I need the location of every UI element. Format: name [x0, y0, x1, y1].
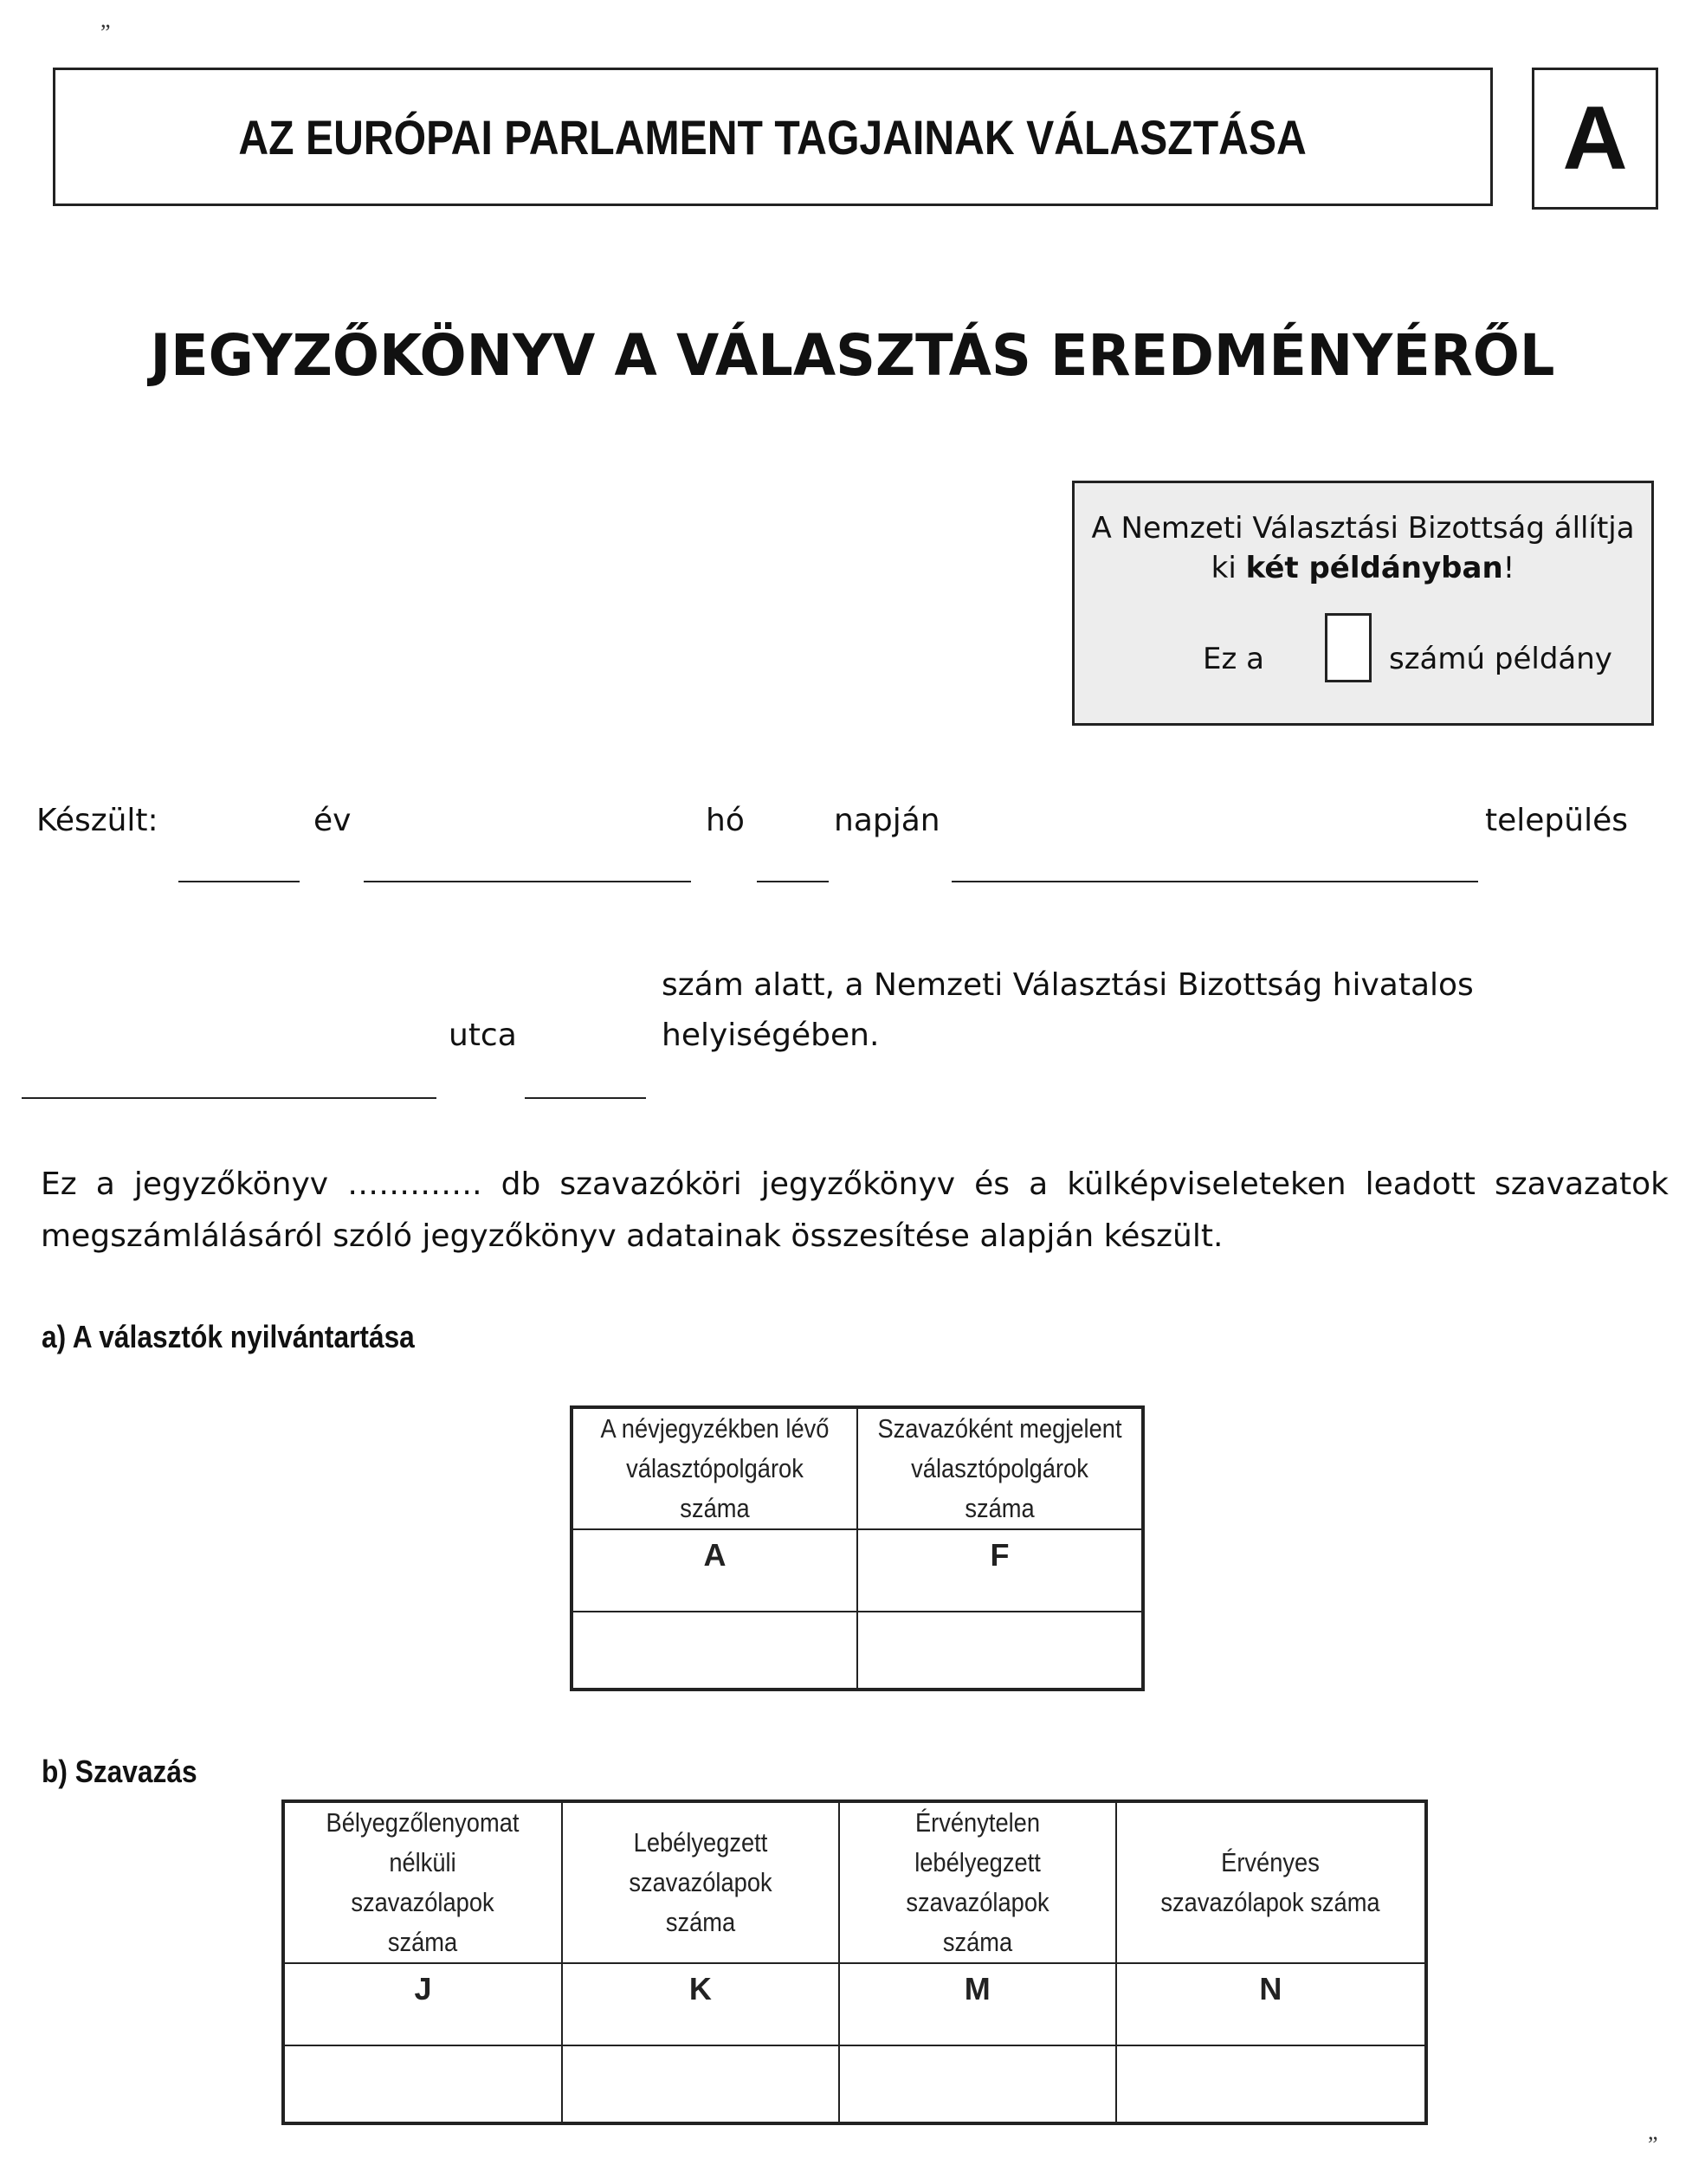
stamped-value-cell[interactable]	[562, 2045, 839, 2123]
note-line-1: A Nemzeti Választási Bizottság állítja	[1091, 511, 1635, 546]
settlement-field[interactable]	[952, 881, 1478, 882]
valid-header-text: Érvényes szavazólapok száma	[1160, 1847, 1380, 1917]
turnout-value-cell[interactable]	[857, 1612, 1143, 1690]
stamped-letter-cell: K	[562, 1963, 839, 2045]
note-emphasis: két példányban	[1245, 551, 1503, 585]
ho-label: hó	[706, 803, 745, 838]
utca-label: utca	[449, 1018, 517, 1053]
note-line-2	[1075, 551, 1651, 585]
turnout-header-cell	[857, 1407, 1143, 1529]
document-title: JEGYZŐKÖNYV A VÁLASZTÁS EREDMÉNYÉRŐL	[150, 322, 1555, 389]
invalid-header-cell	[839, 1801, 1116, 1963]
election-title: AZ EURÓPAI PARLAMENT TAGJAINAK VÁLASZTÁSA	[238, 109, 1308, 165]
unstamped-header-text: Bélyegzőlenyomat nélküli szavazólapok száma	[326, 1807, 520, 1957]
day-field[interactable]	[757, 881, 829, 882]
voting-table	[281, 1800, 1428, 2125]
register-value-cell[interactable]	[572, 1612, 857, 1690]
keszult-label: Készült:	[36, 803, 158, 838]
turnout-header-text: Szavazóként megjelent választópolgárok száma	[877, 1413, 1122, 1523]
napjan-label: napján	[834, 803, 940, 838]
election-header-box	[53, 68, 1493, 206]
street-field[interactable]	[22, 1097, 436, 1099]
stamped-header-cell	[562, 1801, 839, 1963]
unstamped-letter-cell: J	[283, 1963, 562, 2045]
bottom-quote-mark: ”	[1648, 2132, 1658, 2157]
register-header-text: A névjegyzékben lévő választópolgárok száma	[600, 1413, 830, 1523]
valid-header-cell	[1116, 1801, 1426, 1963]
stamped-header-text: Lebélyegzett szavazólapok száma	[629, 1827, 772, 1937]
valid-letter-cell: N	[1116, 1963, 1426, 2045]
unstamped-value-cell[interactable]	[283, 2045, 562, 2123]
telepules-label: település	[1485, 803, 1628, 838]
top-quote-mark: „	[100, 7, 111, 32]
section-b-heading: b) Szavazás	[42, 1754, 197, 1789]
section-a-heading: a) A választók nyilvántartása	[42, 1319, 415, 1354]
form-letter-box	[1532, 68, 1658, 210]
invalid-letter-cell: M	[839, 1963, 1116, 2045]
note-prefix: ki	[1211, 551, 1246, 585]
invalid-header-text: Érvénytelen lebélyegzett szavazólapok száma	[906, 1807, 1049, 1957]
ev-label: év	[313, 803, 352, 838]
copy-note-box	[1072, 481, 1654, 726]
valid-value-cell[interactable]	[1116, 2045, 1426, 2123]
unstamped-header-cell	[283, 1801, 562, 1963]
house-number-field[interactable]	[525, 1097, 646, 1099]
szam-alatt-text-2: helyiségében.	[662, 1018, 880, 1053]
invalid-value-cell[interactable]	[839, 2045, 1116, 2123]
szam-alatt-text-1: szám alatt, a Nemzeti Választási Bizottság hivatalos	[662, 967, 1474, 1003]
copy-number-prefix: Ez a	[1203, 642, 1264, 676]
copy-number-field[interactable]	[1325, 613, 1372, 682]
note-suffix: !	[1502, 551, 1515, 585]
form-letter: A	[1562, 87, 1628, 189]
summary-paragraph: Ez a jegyzőkönyv …………. db szavazóköri jegyzőkönyv és a külképviseleteken leadott szavazatok megszámlálásáról szóló jegyzőkönyv adatainak összesítése alapján készült.	[41, 1166, 1669, 1254]
voter-register-table	[570, 1405, 1145, 1691]
month-field[interactable]	[364, 881, 691, 882]
register-letter-cell: A	[572, 1529, 857, 1612]
year-field[interactable]	[178, 881, 300, 882]
turnout-letter-cell: F	[857, 1529, 1143, 1612]
register-header-cell	[572, 1407, 857, 1529]
copy-number-suffix: számú példány	[1389, 642, 1612, 676]
